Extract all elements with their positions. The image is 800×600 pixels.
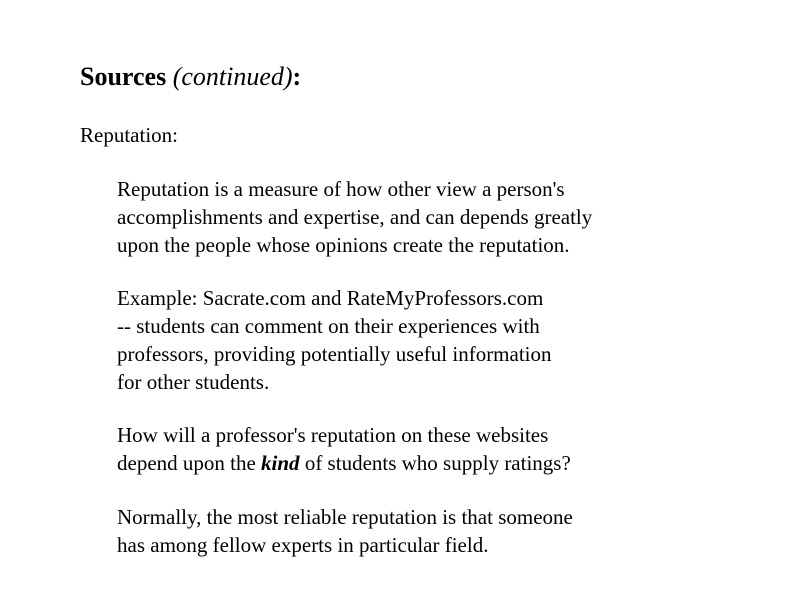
paragraph-definition xyxy=(117,175,717,259)
paragraph-conclusion xyxy=(117,503,717,559)
paragraph-line: professors, providing potentially useful information xyxy=(117,342,552,366)
section-label-reputation: Reputation: xyxy=(80,123,178,147)
slide-title xyxy=(80,60,301,94)
paragraph-line: has among fellow experts in particular field. xyxy=(117,533,489,557)
title-continued: (continued) xyxy=(172,62,293,91)
title-main: Sources xyxy=(80,62,167,91)
paragraph-question xyxy=(117,421,717,477)
paragraph-line: How will a professor's reputation on these websites xyxy=(117,423,549,447)
paragraph-line: -- students can comment on their experiences with xyxy=(117,314,540,338)
question-text-before: depend upon the xyxy=(117,451,262,475)
paragraph-example xyxy=(117,284,717,396)
paragraph-line: accomplishments and expertise, and can depends greatly xyxy=(117,205,593,229)
paragraph-line: for other students. xyxy=(117,370,270,394)
emphasis-kind: kind xyxy=(261,451,300,475)
paragraph-line: upon the people whose opinions create the reputation. xyxy=(117,233,570,257)
paragraph-line xyxy=(117,449,717,477)
paragraph-line: Reputation is a measure of how other view a person's xyxy=(117,177,565,201)
paragraph-line: Example: Sacrate.com and RateMyProfessors.com xyxy=(117,286,544,310)
paragraph-line: Normally, the most reliable reputation is that someone xyxy=(117,505,573,529)
question-text-after: of students who supply ratings? xyxy=(299,451,571,475)
title-colon: : xyxy=(292,62,302,91)
